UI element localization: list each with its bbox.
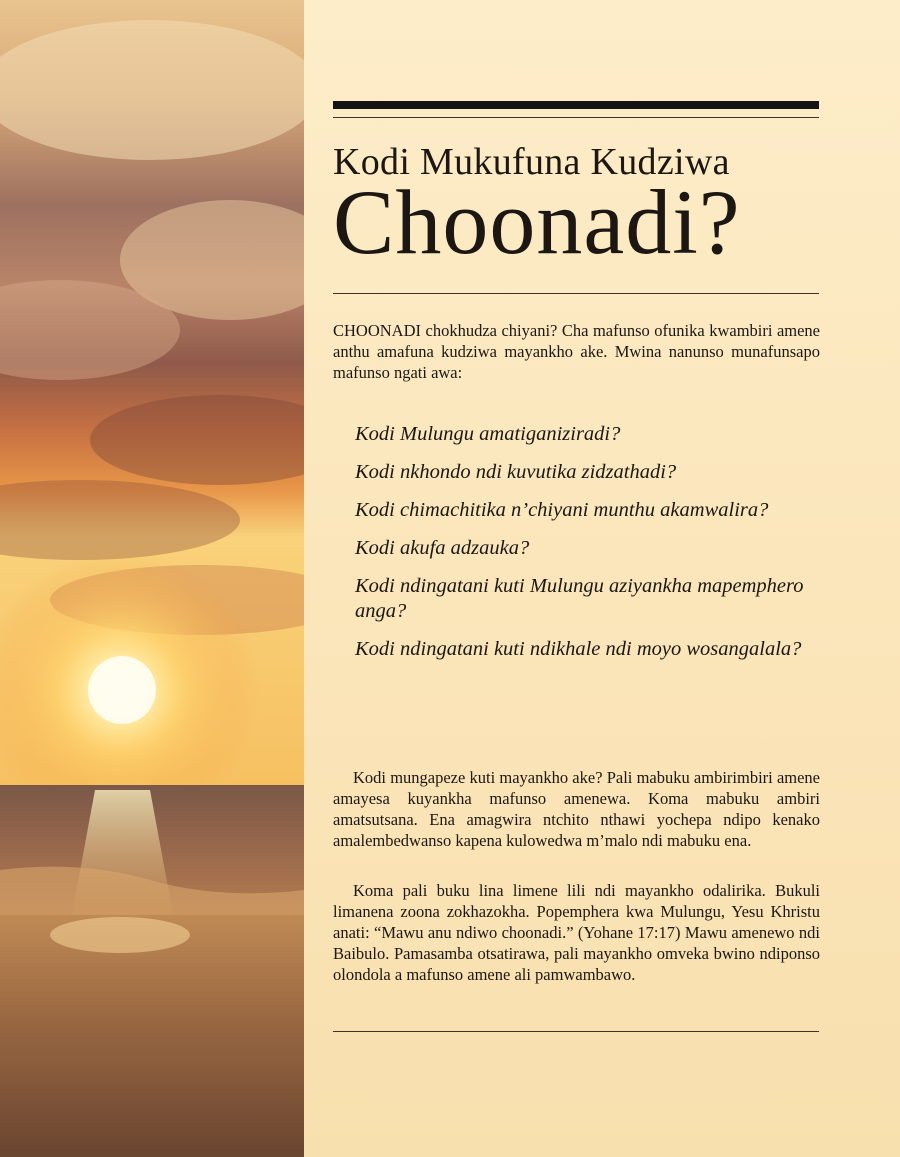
sunset-beach-photo (0, 0, 304, 1157)
question-item: Kodi Mulungu amatiganiziradi? (355, 423, 621, 445)
section-divider-top (333, 293, 819, 294)
question-item: Kodi nkhondo ndi kuvutika zidzathadi? (355, 461, 677, 483)
question-item: Kodi chimachitika n’chiyani munthu akamwalira? (355, 499, 769, 521)
question-item: Kodi akufa adzauka? (355, 537, 530, 559)
question-item: Kodi ndingatani kuti Mulungu aziyankha mapemphero anga? (355, 575, 804, 622)
question-item: Kodi ndingatani kuti ndikhale ndi moyo wosangalala? (355, 638, 802, 660)
body-paragraph-1: Kodi mungapeze kuti mayankho ake? Pali mabuku ambirimbiri amene amayesa kuyankha mafunso amenewa. Koma mabuku ambiri amatsutsana. Ena amagwira ntchito nthawi yochepa ndipo kenako amalembedwanso kapena kulowedwa m’malo ndi mabuku ena. (333, 768, 820, 850)
title-rule-thin (333, 117, 819, 118)
title-line-1: Kodi Mukufuna Kudziwa (333, 141, 730, 183)
section-divider-bottom (333, 1031, 819, 1032)
title-rule-thick (333, 101, 819, 109)
body-paragraph-2: Koma pali buku lina limene lili ndi mayankho odalirika. Bukuli limanena zoona zokhazokha. Popemphera kwa Mulungu, Yesu Khristu anati: “Mawu anu ndiwo choonadi.” (Yohane 17:17) Mawu amenewo ndi Baibulo. Pamasamba otsatirawa, pali mayankho omveka bwino ndiponso olondola a mafunso amene ali pamwambawo. (333, 881, 820, 984)
intro-paragraph: CHOONADI chokhudza chiyani? Cha mafunso ofunika kwambiri amene anthu amafuna kudziwa mayankho ake. Mwina nanunso munafunsapo mafunso ngati awa: (333, 321, 820, 382)
title-line-2: Choonadi? (333, 171, 741, 273)
question-list (355, 422, 805, 675)
